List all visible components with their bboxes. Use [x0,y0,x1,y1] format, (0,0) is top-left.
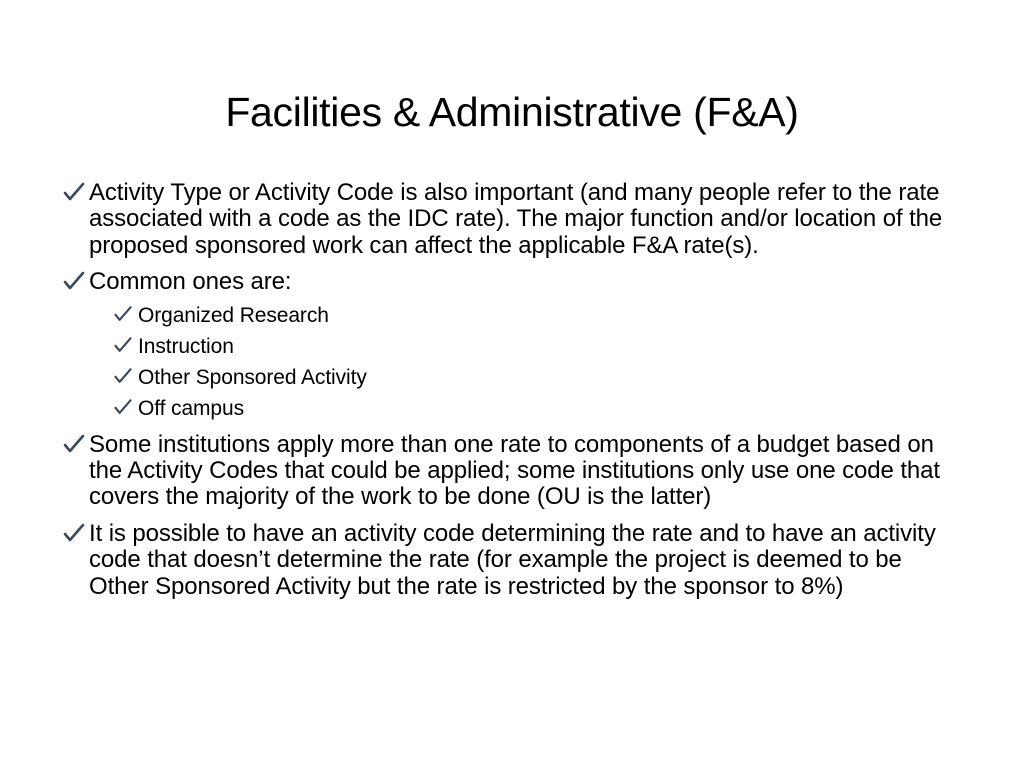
checkmark-icon [62,180,86,204]
bullet-item [62,269,962,423]
checkmark-icon [113,397,133,417]
sub-bullet-item [113,393,962,424]
slide-title: Facilities & Administrative (F&A) [225,89,799,135]
sub-bullet-text: Instruction [138,334,234,358]
bullet-text: Activity Type or Activity Code is also important (and many people refer to the rate associated with a code as the IDC rate). The major function and/or location of the proposed sponsored work can affect the applicable F&A rate(s). [89,179,943,259]
checkmark-icon [62,432,86,456]
sub-bullet-text: Other Sponsored Activity [138,365,367,389]
checkmark-icon [62,521,86,545]
bullet-item [62,180,962,259]
checkmark-icon [113,335,133,355]
bullet-item [62,432,962,511]
bullet-text: Some institutions apply more than one rate to components of a budget based on the Activity Codes that could be applied; some institutions only use one code that covers the majority of the work to be done (OU is the latter) [89,430,940,511]
checkmark-icon [62,269,86,293]
bullet-text: Common ones are: [89,268,292,296]
sub-bullet-list [89,300,962,424]
bullet-list [62,180,962,600]
bullet-item [62,521,962,600]
bullet-text: It is possible to have an activity code determining the rate and to have an activity code that doesn’t determine the rate (for example the project is deemed to be Other Sponsored Activity but the rate is restricted by the sponsor to 8%) [89,519,936,600]
sub-bullet-item [113,362,962,393]
slide-content [62,180,962,610]
sub-bullet-item [113,331,962,362]
sub-bullet-item [113,300,962,331]
checkmark-icon [113,366,133,386]
sub-bullet-text: Organized Research [138,303,329,327]
sub-bullet-text: Off campus [138,396,244,420]
checkmark-icon [113,304,133,324]
